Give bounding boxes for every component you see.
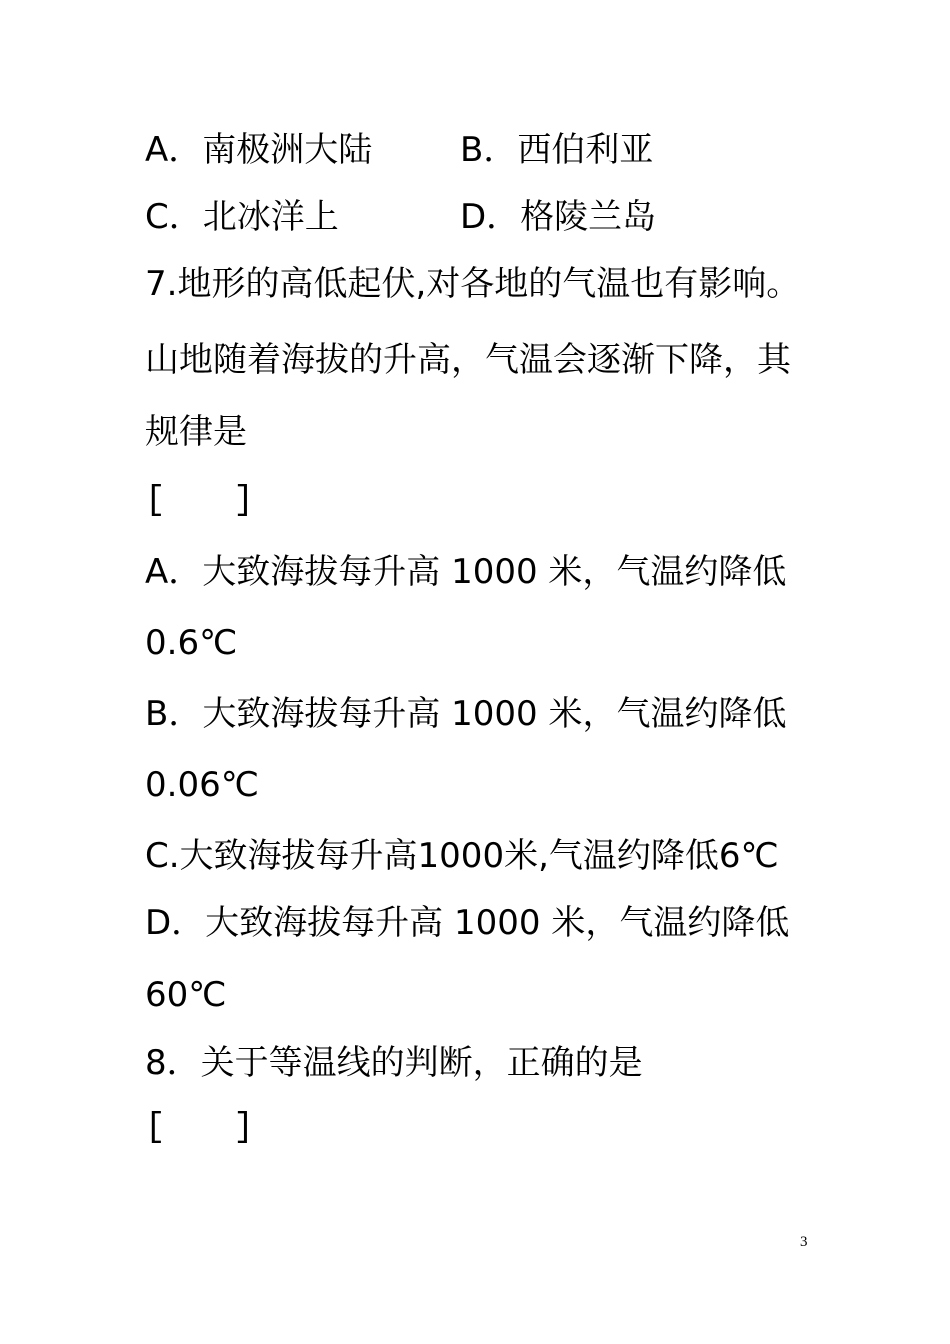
q6-option-b-text: 西伯利亚 (517, 130, 654, 170)
q7-answer-bracket: [ ] (145, 482, 254, 520)
q6-option-d (460, 197, 656, 237)
q6-option-b (460, 130, 653, 170)
page-number: 3 (800, 1234, 808, 1250)
q6-option-c-letter: C． (145, 197, 203, 237)
q6-option-c-text: 北冰洋上 (202, 197, 339, 237)
q6-option-a-text: 南极洲大陆 (202, 130, 373, 170)
q8-answer-bracket: [ ] (145, 1109, 254, 1147)
q6-option-d-text: 格陵兰岛 (520, 197, 657, 237)
q8-stem: 8．关于等温线的判断，正确的是 (145, 1043, 643, 1083)
q7-option-a-line-1: A．大致海拔每升高 1000 米，气温约降低 (145, 552, 787, 592)
q6-option-b-letter: B． (460, 130, 518, 170)
q7-option-a-line-2: 0.6℃ (145, 623, 238, 663)
q7-stem-line-1: 7.地形的高低起伏,对各地的气温也有影响。 (145, 264, 801, 304)
q7-option-b-line-1: B．大致海拔每升高 1000 米，气温约降低 (145, 694, 787, 734)
q7-option-b-line-2: 0.06℃ (145, 765, 259, 805)
q7-option-d-line-1: D．大致海拔每升高 1000 米，气温约降低 (145, 903, 790, 943)
q6-option-d-letter: D． (460, 197, 521, 237)
q6-options-row-1 (145, 130, 654, 170)
q6-options-row-2 (145, 197, 657, 237)
q7-option-c: C.大致海拔每升高1000米,气温约降低6℃ (145, 836, 779, 876)
q7-stem-line-3: 规律是 (145, 412, 247, 452)
q6-option-a-letter: A． (145, 130, 203, 170)
q7-option-d-line-2: 60℃ (145, 975, 227, 1015)
q7-stem-line-2: 山地随着海拔的升高，气温会逐渐下降，其 (145, 340, 791, 380)
